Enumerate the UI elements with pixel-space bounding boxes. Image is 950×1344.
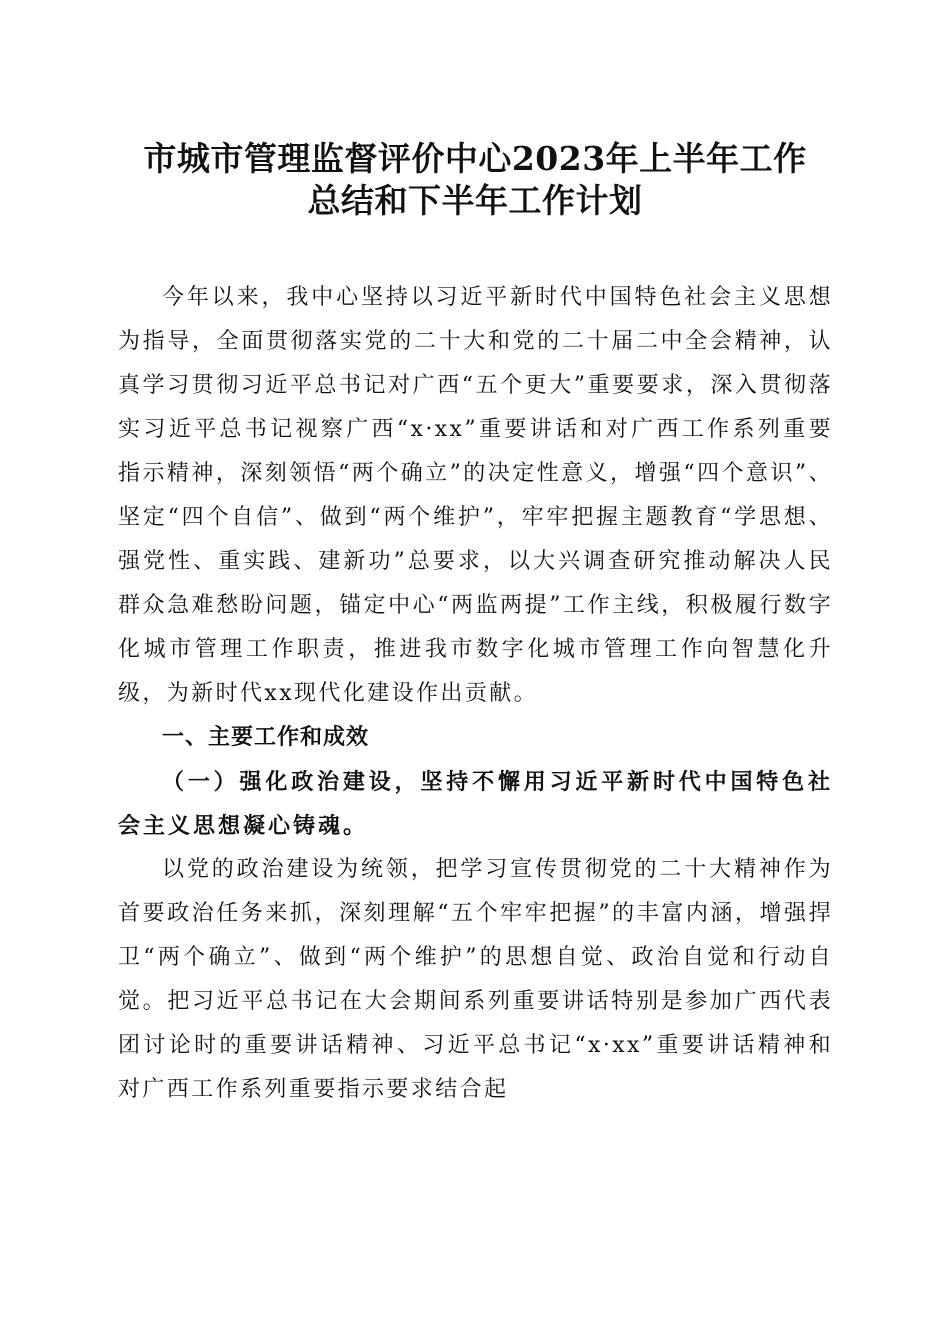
- intro-paragraph: 今年以来，我中心坚持以习近平新时代中国特色社会主义思想为指导，全面贯彻落实党的二十大和党的二十届二中全会精神，认真学习贯彻习近平总书记对广西“五个更大”重要要求，深入贯彻落实习近平总书记视察广西“x·xx”重要讲话和对广西工作系列重要指示精神，深刻领悟“两个确立”的决定性意义，增强“四个意识”、坚定“四个自信”、做到“两个维护”，牢牢把握主题教育“学思想、强党性、重实践、建新功”总要求，以大兴调查研究推动解决人民群众急难愁盼问题，锚定中心“两监两提”工作主线，积极履行数字化城市管理工作职责，推进我市数字化城市管理工作向智慧化升级，为新时代xx现代化建设作出贡献。: [118, 285, 833, 706]
- document-title: [0, 138, 950, 222]
- subsection-heading-political-building: （一）强化政治建设，坚持不懈用习近平新时代中国特色社会主义思想凝心铸魂。: [118, 769, 833, 839]
- title-line-2: 总结和下半年工作计划: [307, 181, 643, 220]
- subsection-paragraph: 以党的政治建设为统领，把学习宣传贯彻党的二十大精神作为首要政治任务来抓，深刻理解“五个牢牢把握”的丰富内涵，增强捍卫“两个确立”、做到“两个维护”的思想自觉、政治自觉和行动自觉。把习近平总书记在大会期间系列重要讲话特别是参加广西代表团讨论时的重要讲话精神、习近平总书记“x·xx”重要讲话精神和对广西工作系列重要指示要求结合起: [118, 857, 833, 1102]
- section-heading-main-work: 一、主要工作和成效: [162, 725, 370, 750]
- document-body: [118, 276, 833, 1112]
- title-line-1: 市城市管理监督评价中心2023年上半年工作: [143, 139, 807, 178]
